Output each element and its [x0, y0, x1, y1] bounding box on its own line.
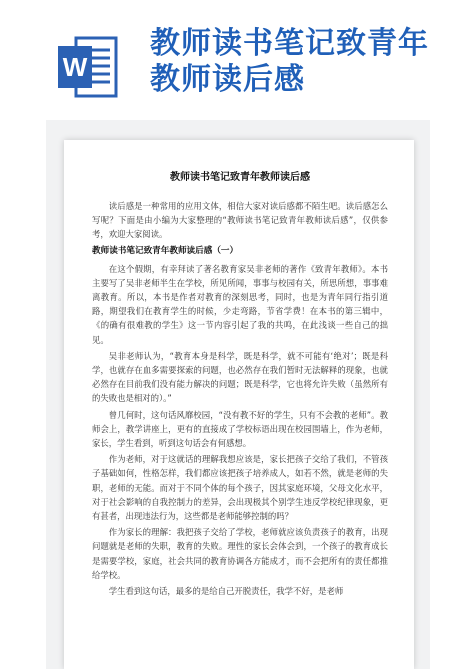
body-paragraph: 曾几何时，这句话风靡校园，“没有教不好的学生，只有不会教的老师”。教师会上，教学讲座上，更有的直接成了学校标语出现在校园围墙上，作为老师，家长，学生看到，听到这句话会有何感想。 [92, 409, 388, 449]
word-document-icon [58, 36, 118, 98]
page-header [0, 0, 474, 112]
word-logo-letter: W [62, 52, 88, 82]
body-paragraph: 吴非老师认为，“教育本身是科学，既是科学，就不可能有‘绝对’；既是科学，也就存在血多需要探索的问题，也必然存在我们暂时无法解释的现象，也就必然存在目前我们没有能力解决的问题；既是科学，它也将允许失败（虽然所有的失败也是相对的）。” [92, 350, 388, 404]
body-paragraph: 在这个假期，有幸拜读了著名教育家吴非老师的著作《致青年教师》。本书主要写了吴非老师半生在学校，所见所闻，事事与校园有关，所思所想，事事难离教育。所以，本书是作者对教育的深刻思考，同时，也是为青年同行指引道路，期望我们在教育学生的时候，少走弯路，节省学费！在本书的第三辑中，《的确有很难教的学生》这一节内容引起了我的共鸣，在此浅谈一些自己的拙见。 [92, 263, 388, 345]
body-paragraph: 作为家长的理解：我把孩子交给了学校，老师就应该负责孩子的教育，出现问题就是老师的失职，教育的失败。理性的家长会体会到，一个孩子的教育成长是需要学校，家庭，社会共同的教育协调各方能成才，而不会把所有的责任都推给学校。 [92, 527, 388, 580]
document-page [64, 140, 414, 669]
body-paragraph: 学生看到这句话，最多的是给自己开脱责任，我学不好，是老师 [108, 586, 344, 597]
page-title: 教师读书笔记致青年教师读后感 [150, 26, 429, 97]
body-paragraph: 作为老师，对于这就话的理解我想应该是，家长把孩子交给了我们，不管孩子基础如何，性格怎样，我们都应该把孩子培养成人，如若不然，就是老师的失职，老师的无能。而对于不同个体的每个孩子，因其家庭环境，父母文化水平，对于社会影响的自我控制力的差异，会出现极其个别学生违反学校纪律现象，更有甚者，出现违法行为，这些都是老师能够控制的吗？ [92, 454, 388, 522]
section-heading: 教师读书笔记致青年教师读后感（一） [92, 245, 239, 256]
document-title: 教师读书笔记致青年教师读后感 [170, 172, 310, 183]
intro-paragraph: 读后感是一种常用的应用文体，相信大家对读后感都不陌生吧。读后感怎么写呢？下面是由小编为大家整理的“教师读书笔记致青年教师读后感”，仅供参考，欢迎大家阅读。 [92, 201, 388, 240]
